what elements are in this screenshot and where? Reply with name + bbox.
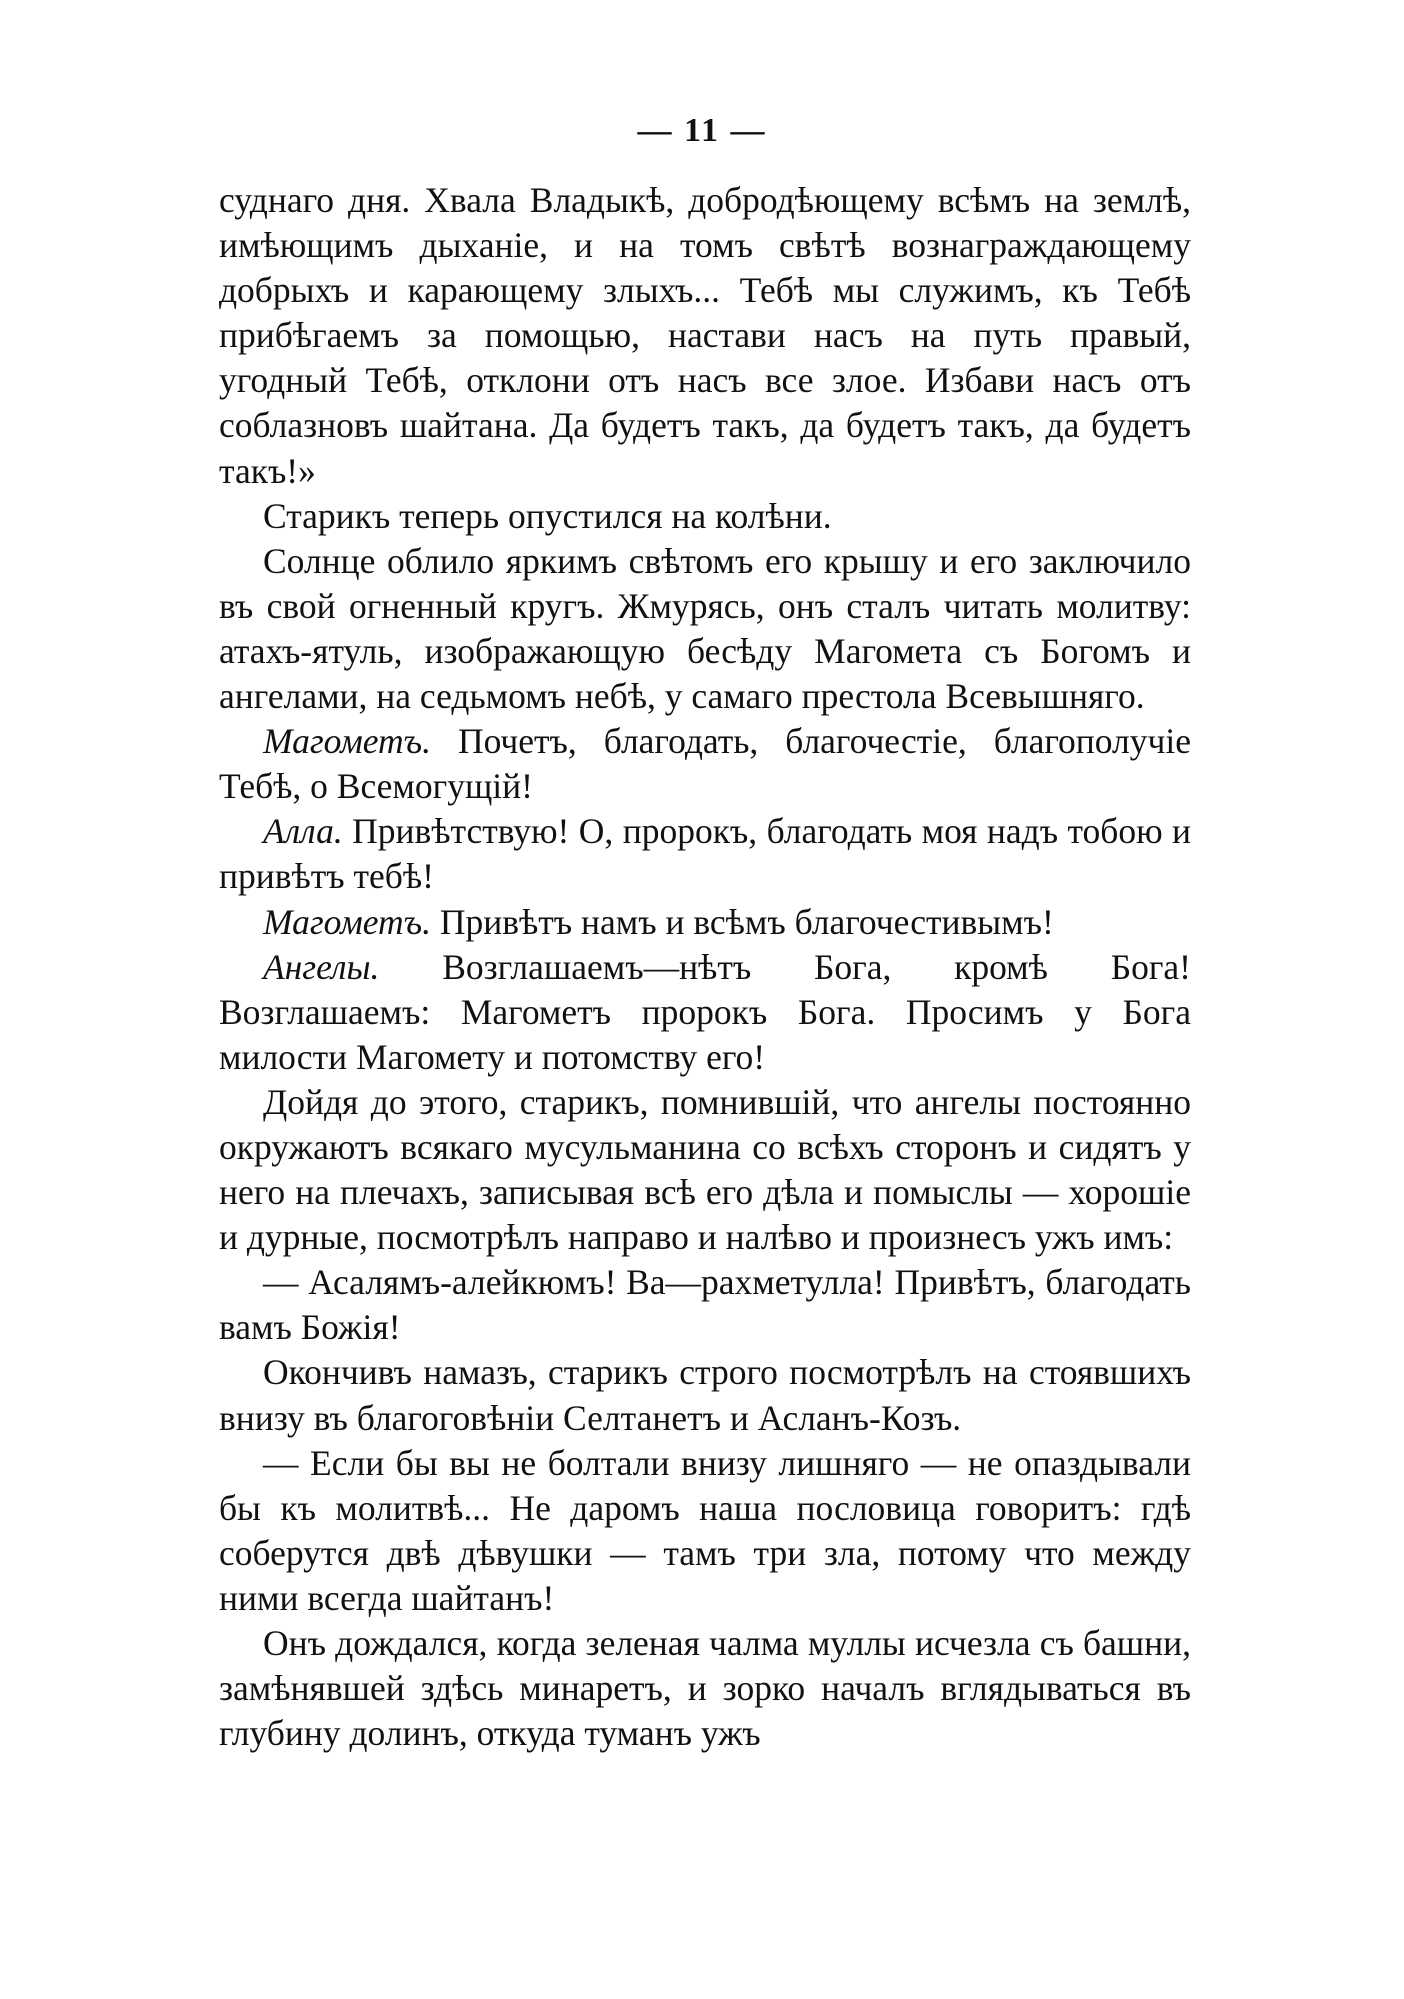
dialogue-magomet-2 xyxy=(219,900,1191,945)
speaker-name: Алла. xyxy=(263,811,343,852)
dialogue-magomet-1 xyxy=(219,719,1191,809)
paragraph-text: Почетъ, благодать, благочестіе, благополучіе Тебѣ, о Всемогущій! xyxy=(219,721,1191,807)
page-number: — 11 — xyxy=(637,112,767,149)
speaker-name: Ангелы. xyxy=(263,946,380,987)
dialogue-alla xyxy=(219,809,1191,899)
paragraph-text: Возглашаемъ—нѣтъ Бога, кромѣ Бога! Возглашаемъ: Магометъ пророкъ Бога. Просимъ у Бога милости Магомету и потомству его! xyxy=(219,946,1191,1077)
paragraph-text: Окончивъ намазъ, старикъ строго посмотрѣлъ на стоявшихъ внизу въ благоговѣніи Селтанетъ и Асланъ-Козъ. xyxy=(219,1352,1191,1438)
speaker-name: Магометъ. xyxy=(263,901,431,942)
paragraph-text: Старикъ теперь опустился на колѣни. xyxy=(263,495,832,536)
paragraph-text: — Асалямъ-алейкюмъ! Ва—рахметулла! Привѣтъ, благодать вамъ Божія! xyxy=(219,1262,1191,1348)
paragraph-text: Солнце облило яркимъ свѣтомъ его крышу и его заключило въ свой огненный кругъ. Жмурясь, онъ сталъ читать молитву: атахъ-ятуль, изображающую бесѣду Магомета съ Богомъ и ангелами, на седьмомъ небѣ, у самаго престола Всевышняго. xyxy=(219,540,1191,717)
dialogue-angely xyxy=(219,945,1191,1080)
paragraph-text: Дойдя до этого, старикъ, помнившій, что ангелы постоянно окружаютъ всякаго мусульманина со всѣхъ сторонъ и сидятъ у него на плечахъ, записывая всѣ его дѣла и помыслы — хорошіе и дурные, посмотрѣлъ направо и налѣво и произнесъ ужъ имъ: xyxy=(219,1081,1191,1258)
paragraph-text: — Если бы вы не болтали внизу лишняго — не опаздывали бы къ молитвѣ... Не даромъ наша пословица говоритъ: гдѣ соберутся двѣ дѣвушки — тамъ три зла, потому что между ними всегда шайтанъ! xyxy=(219,1442,1191,1618)
paragraph-9 xyxy=(219,1260,1191,1350)
paragraph-text: Привѣтъ намъ и всѣмъ благочестивымъ! xyxy=(430,901,1054,942)
paragraph-12 xyxy=(219,1621,1191,1756)
paragraph-text: Онъ дождался, когда зеленая чалма муллы исчезла съ башни, замѣнявшей здѣсь минаретъ, и зорко началъ вглядываться въ глубину долинъ, откуда туманъ ужъ xyxy=(219,1623,1191,1754)
paragraph-text: Привѣтствую! О, пророкъ, благодать моя надъ тобою и привѣтъ тебѣ! xyxy=(219,811,1191,897)
paragraph-1 xyxy=(219,178,1191,494)
paragraph-8 xyxy=(219,1080,1191,1260)
paragraph-3 xyxy=(219,539,1191,719)
body-text xyxy=(219,178,1191,1756)
paragraph-text: суднаго дня. Хвала Владыкѣ, добродѣющему всѣмъ на землѣ, имѣющимъ дыханіе, и на томъ свѣтѣ вознаграждающему добрыхъ и карающему злыхъ... Тебѣ мы служимъ, къ Тебѣ прибѣгаемъ за помощью, настави насъ на путь правый, угодный Тебѣ, отклони отъ насъ все злое. Избави насъ отъ соблазновъ шайтана. Да будетъ такъ, да будетъ такъ, да будетъ такъ!» xyxy=(219,180,1191,491)
paragraph-11 xyxy=(219,1441,1191,1621)
paragraph-2 xyxy=(219,494,1191,539)
speaker-name: Магометъ. xyxy=(263,721,431,762)
paragraph-10 xyxy=(219,1350,1191,1440)
